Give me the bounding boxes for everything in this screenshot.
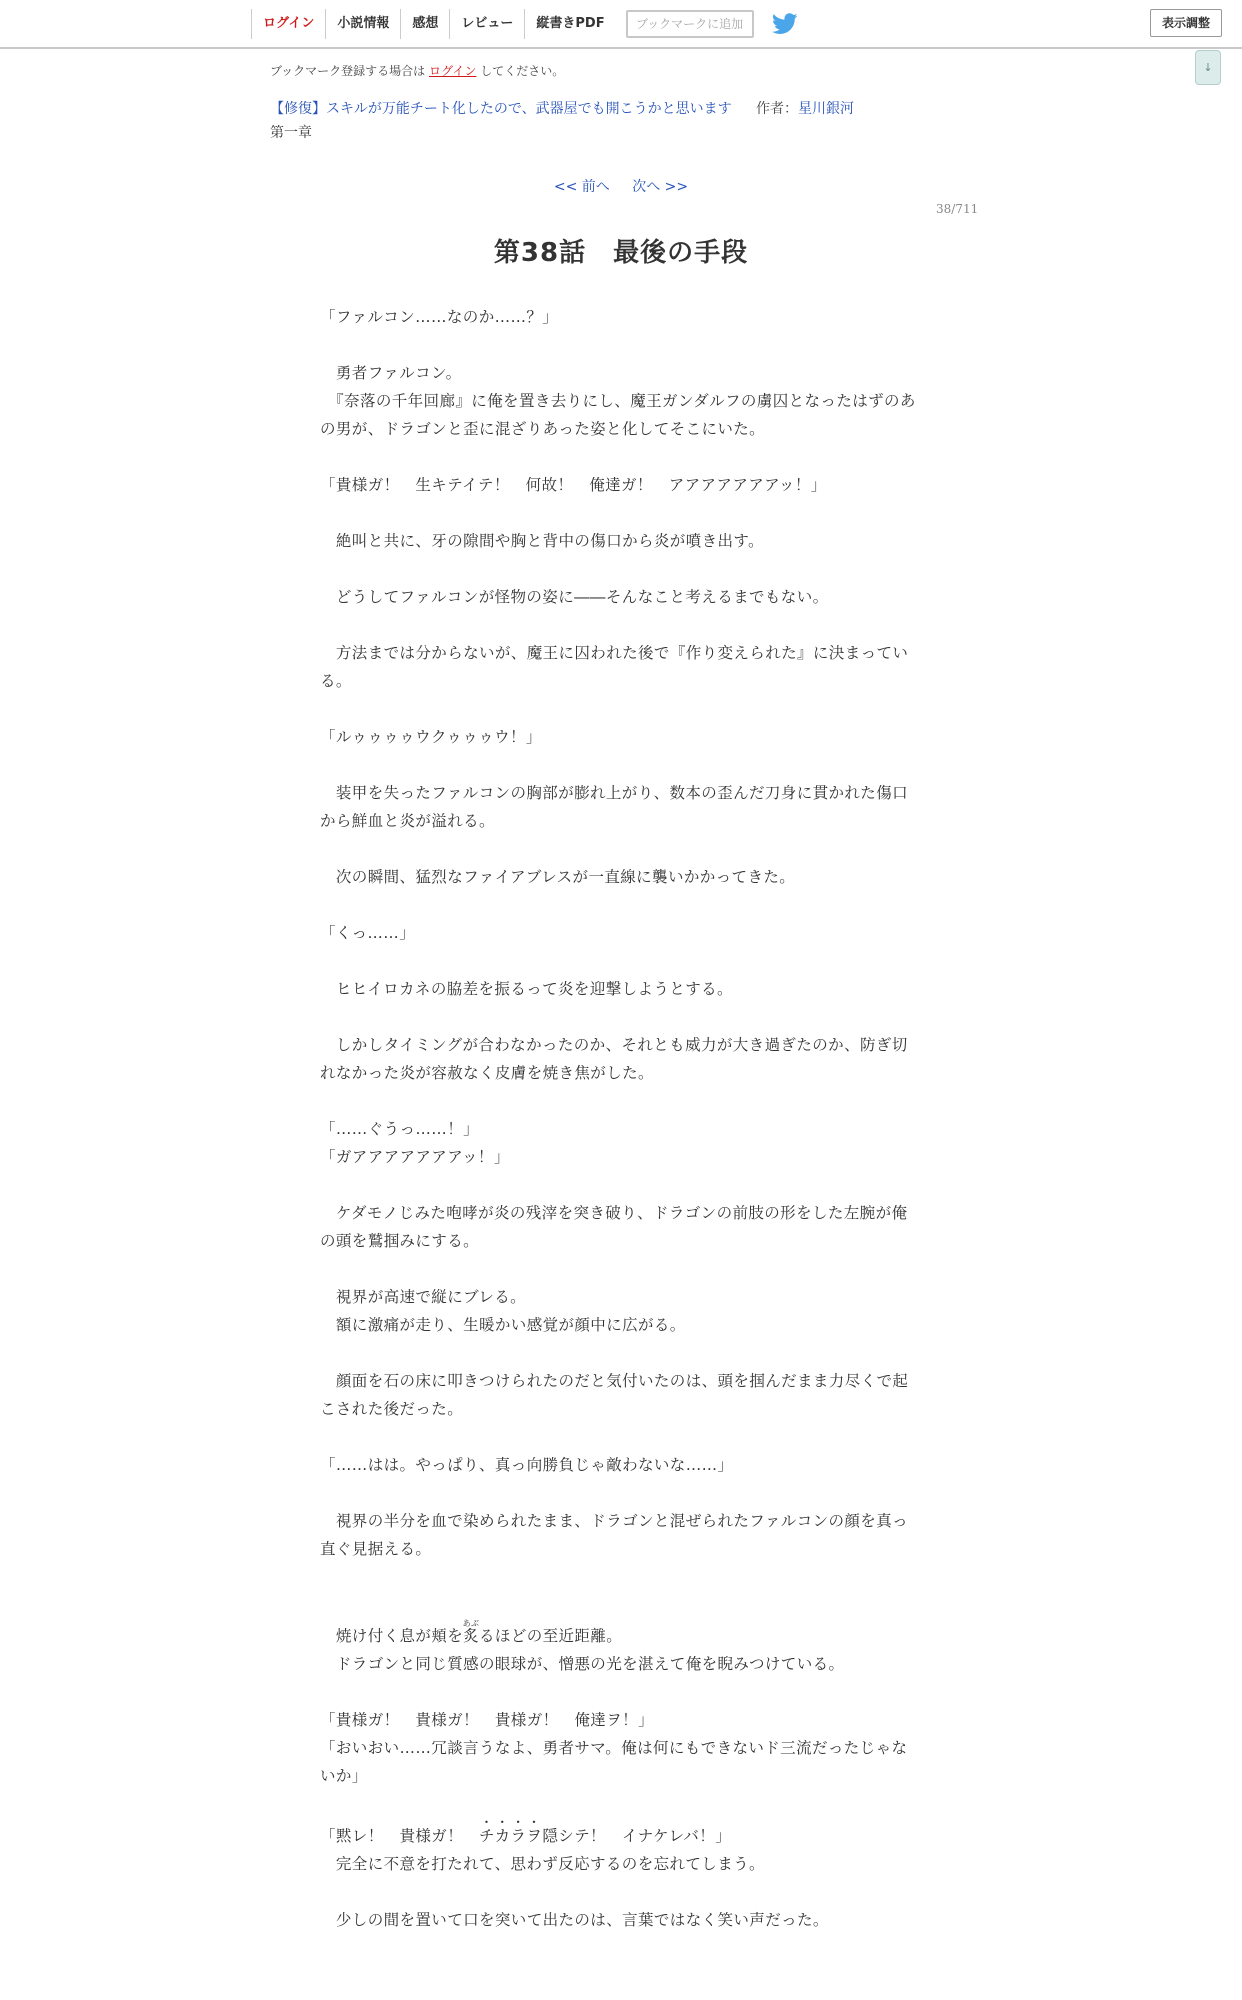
bookmark-notice-suffix: してください。: [480, 64, 565, 78]
body-line: 顔面を石の床に叩きつけられたのだと気付いたのは、頭を掴んだまま力尽くで起こされた後だった。: [320, 1372, 909, 1418]
body-line: 視界が高速で縦にブレる。: [320, 1288, 527, 1306]
ruby-annotated-word: [462, 1619, 480, 1645]
body-line: [320, 1591, 920, 1619]
body-line: しかしタイミングが合わなかったのか、それとも威力が大き過ぎたのか、防ぎ切れなかった炎が容赦なく皮膚を焼き焦がした。: [320, 1036, 908, 1082]
body-line: [320, 1878, 920, 1906]
main-nav: [251, 7, 798, 41]
body-line: 少しの間を置いて口を突いて出たのは、言葉ではなく笑い声だった。: [320, 1911, 829, 1929]
add-bookmark-button[interactable]: ブックマークに追加: [626, 10, 754, 38]
body-line: [320, 1171, 920, 1199]
author-link[interactable]: 星川銀河: [798, 101, 855, 117]
body-line: 「ルゥゥゥゥウクゥゥゥウ！」: [320, 728, 542, 746]
body-line: [320, 1563, 920, 1591]
body-line: [320, 1962, 920, 1990]
body-line: [320, 611, 920, 639]
emphasis-line-before: 「黙レ！ 貴様ガ！: [320, 1827, 480, 1845]
body-line: [320, 1003, 920, 1031]
vertical-pdf-link[interactable]: 縦書きPDF: [524, 9, 615, 39]
review-link[interactable]: レビュー: [449, 9, 524, 39]
ruby-line-before: 焼け付く息が頬を: [320, 1627, 464, 1645]
episode-number: 38/711: [936, 202, 979, 216]
body-line: 勇者ファルコン。: [320, 364, 462, 382]
scroll-down-button[interactable]: ↓: [1195, 50, 1221, 85]
novel-body-text: [320, 303, 920, 1990]
body-line: 「おいおい……冗談言うなよ、勇者サマ。俺は何にもできないド三流だったじゃないか」: [320, 1739, 908, 1785]
body-line: 「ガアアアアアアアッ！」: [320, 1148, 510, 1166]
novel-title-link[interactable]: 【修復】スキルが万能チート化したので、武器屋でも開こうかと思います: [270, 101, 732, 117]
ruby-line-after: るほどの至近距離。: [479, 1627, 623, 1645]
body-line: [320, 331, 920, 359]
body-line: ドラゴンと同じ質感の眼球が、憎悪の光を湛えて俺を睨みつけている。: [320, 1655, 845, 1673]
body-line: [320, 891, 920, 919]
body-line: 「……はは。やっぱり、真っ向勝負じゃ敵わないな……」: [320, 1456, 734, 1474]
body-line: [320, 555, 920, 583]
body-line: 「貴様ガ！ 貴様ガ！ 貴様ガ！ 俺達ヲ！」: [320, 1711, 654, 1729]
body-line: ケダモノじみた咆哮が炎の残滓を突き破り、ドラゴンの前肢の形をした左腕が俺の頭を鷲掴みにする。: [320, 1204, 908, 1250]
emphasis-line-after: 隠シテ！ イナケレバ！」: [542, 1827, 732, 1845]
body-line: 「貴様ガ！ 生キテイテ！ 何故！ 俺達ガ！ アアアアアアアッ！」: [320, 476, 827, 494]
body-line: ヒヒイロカネの脇差を振るって炎を迎撃しようとする。: [320, 980, 733, 998]
author-label: 作者：: [756, 101, 799, 117]
emphasis-dots-text: チカラヲ: [479, 1827, 543, 1845]
body-line: [320, 695, 920, 723]
twitter-share-icon[interactable]: [772, 13, 798, 35]
prev-episode-link[interactable]: << 前へ: [553, 179, 610, 195]
bookmark-notice: [270, 62, 564, 79]
body-line: 「ファルコン……なのか……？」: [320, 308, 559, 326]
bookmark-notice-login-link[interactable]: ログイン: [429, 64, 477, 78]
next-episode-link[interactable]: 次へ >>: [632, 179, 689, 195]
novel-info-link[interactable]: 小説情報: [325, 9, 400, 39]
body-line: [320, 1087, 920, 1115]
body-line: 「くっ……」: [320, 924, 416, 942]
top-navigation-bar: [0, 0, 1242, 49]
body-line: [320, 1790, 920, 1818]
login-link[interactable]: ログイン: [251, 9, 325, 39]
body-line: どうしてファルコンが怪物の姿に――そんなこと考えるまでもない。: [320, 588, 829, 606]
body-line: 完全に不意を打たれて、思わず反応するのを忘れてしまう。: [320, 1855, 765, 1873]
body-line: 方法までは分からないが、魔王に囚われた後で『作り変えられた』に決まっている。: [320, 644, 909, 690]
body-line: [320, 1339, 920, 1367]
body-line: [320, 1423, 920, 1451]
impressions-link[interactable]: 感想: [400, 9, 449, 39]
body-line: 「……ぐうっ……！」: [320, 1120, 480, 1138]
body-line: 視界の半分を血で染められたまま、ドラゴンと混ぜられたファルコンの顔を真っ直ぐ見据える。: [320, 1512, 908, 1558]
body-line: [320, 751, 920, 779]
body-line: 次の瞬間、猛烈なファイアブレスが一直線に襲いかかってきた。: [320, 868, 796, 886]
display-adjust-button[interactable]: 表示調整: [1150, 9, 1222, 37]
ruby-reading: あぶ: [462, 1619, 480, 1628]
episode-title: 第38話 最後の手段: [493, 238, 749, 268]
bookmark-notice-prefix: ブックマーク登録する場合は: [270, 64, 426, 78]
body-line: [320, 947, 920, 975]
body-line-emphasis: [320, 1818, 920, 1850]
body-line: [320, 1678, 920, 1706]
body-line: [320, 835, 920, 863]
novel-title-line: [270, 98, 854, 118]
episode-pager: [0, 176, 1242, 196]
body-line: [320, 1934, 920, 1962]
body-line: [320, 1479, 920, 1507]
ruby-base: 炙: [462, 1627, 480, 1645]
body-line: 絶叫と共に、牙の隙間や胸と背中の傷口から炎が噴き出す。: [320, 532, 764, 550]
body-line: [320, 443, 920, 471]
body-line: 『奈落の千年回廊』に俺を置き去りにし、魔王ガンダルフの虜囚となったはずのあの男が、ドラゴンと歪に混ざりあった姿と化してそこにいた。: [320, 392, 916, 438]
body-line-ruby: [320, 1619, 920, 1650]
body-line: 装甲を失ったファルコンの胸部が膨れ上がり、数本の歪んだ刀身に貫かれた傷口から鮮血と炎が溢れる。: [320, 784, 908, 830]
body-line: 額に激痛が走り、生暖かい感覚が顔中に広がる。: [320, 1316, 686, 1334]
body-line: [320, 1255, 920, 1283]
chapter-title: 第一章: [270, 125, 312, 141]
body-line: [320, 499, 920, 527]
